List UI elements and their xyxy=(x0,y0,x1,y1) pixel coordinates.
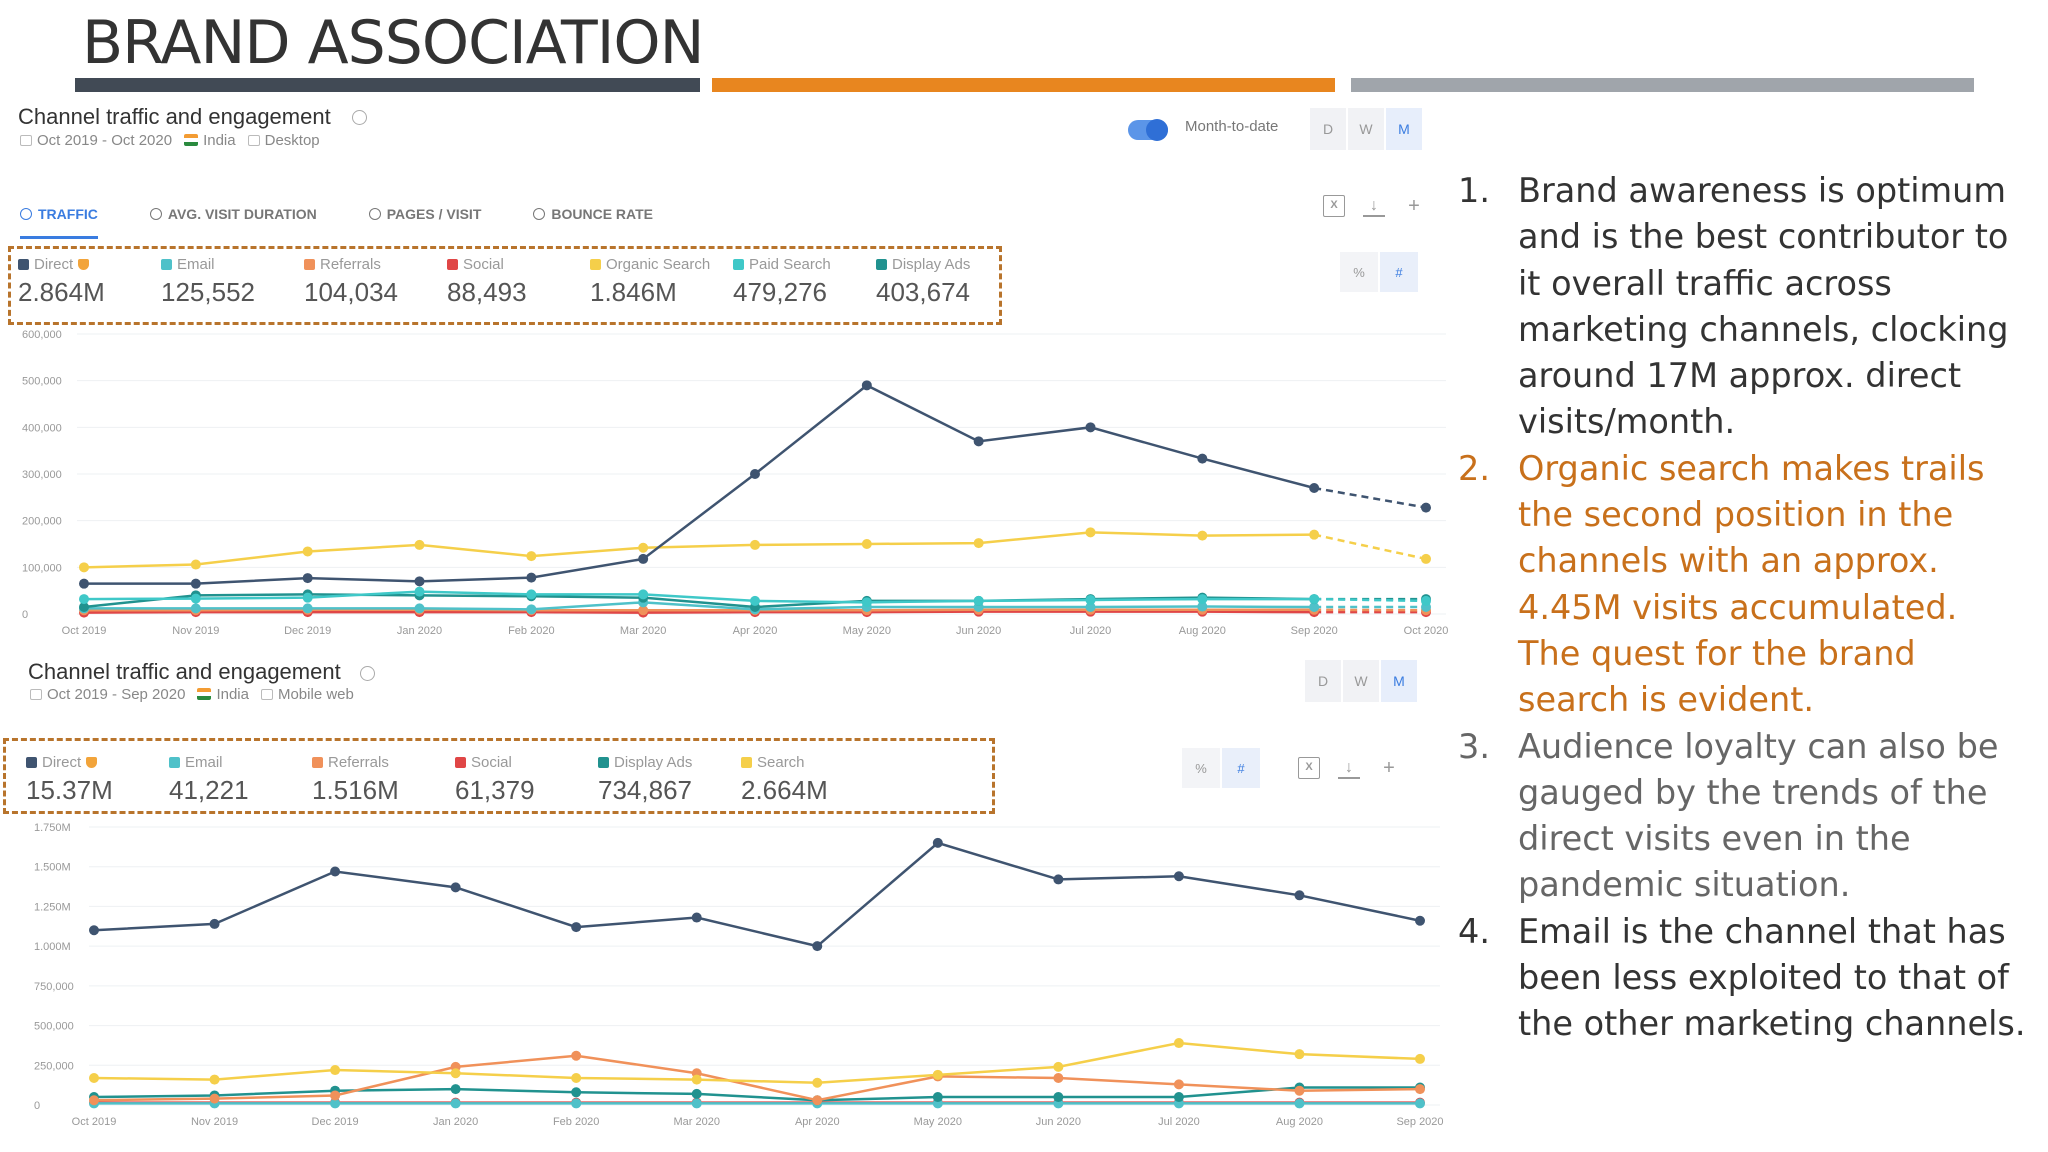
data-point[interactable] xyxy=(692,1089,702,1099)
data-point[interactable] xyxy=(451,1068,461,1078)
insight-item xyxy=(1458,724,2028,909)
data-point[interactable] xyxy=(210,1075,220,1085)
data-point[interactable] xyxy=(191,594,201,604)
data-point[interactable] xyxy=(571,922,581,932)
y-tick-label: 300,000 xyxy=(22,469,62,481)
checkbox-icon[interactable] xyxy=(304,259,315,270)
data-point[interactable] xyxy=(1174,1079,1184,1089)
panel2-toolbar xyxy=(1298,757,1400,779)
series-line-display-ads xyxy=(94,1088,1420,1101)
data-point[interactable] xyxy=(692,1075,702,1085)
data-point[interactable] xyxy=(692,1098,702,1108)
data-point[interactable] xyxy=(303,593,313,603)
data-point[interactable] xyxy=(1086,527,1096,537)
x-tick-label: Feb 2020 xyxy=(552,1116,600,1128)
metric-label xyxy=(169,754,249,771)
traffic-icon xyxy=(20,208,32,220)
metric-social[interactable] xyxy=(455,754,535,806)
metric-label xyxy=(733,256,831,273)
panel2-view-mode xyxy=(1182,748,1260,788)
data-point[interactable] xyxy=(750,540,760,550)
data-point[interactable] xyxy=(812,1095,822,1105)
tab-pages-visit-label: PAGES / VISIT xyxy=(386,206,482,222)
insight-item xyxy=(1458,446,2028,724)
metric-email[interactable] xyxy=(161,256,255,308)
data-point[interactable] xyxy=(1415,1098,1425,1108)
data-point[interactable] xyxy=(303,573,313,583)
data-point[interactable] xyxy=(210,1094,220,1104)
data-point[interactable] xyxy=(451,882,461,892)
checkbox-icon[interactable] xyxy=(169,757,180,768)
metric-value: 41,221 xyxy=(169,775,249,805)
panel1-device: Desktop xyxy=(264,132,320,149)
x-tick-label: Jul 2020 xyxy=(1158,1116,1200,1128)
y-tick-label: 100,000 xyxy=(22,562,62,575)
checkbox-icon[interactable] xyxy=(447,259,458,270)
mobile-icon xyxy=(261,689,273,700)
series-line-social xyxy=(84,612,1314,613)
x-tick-label: Jan 2020 xyxy=(396,625,443,637)
data-point[interactable] xyxy=(638,589,648,599)
metric-label xyxy=(26,754,113,771)
data-point[interactable] xyxy=(1197,594,1207,604)
x-tick-label: Sep 2020 xyxy=(1396,1116,1444,1128)
bounce-icon xyxy=(533,208,545,220)
y-tick-label: 0 xyxy=(34,1100,41,1112)
data-point[interactable] xyxy=(1053,874,1063,884)
data-point[interactable] xyxy=(1309,594,1319,604)
metric-label xyxy=(455,754,535,771)
metric-label xyxy=(447,256,527,273)
data-point[interactable] xyxy=(1174,1038,1184,1048)
panel1-view-mode xyxy=(1340,252,1418,292)
metric-label xyxy=(161,256,255,273)
month-to-date-toggle[interactable] xyxy=(1128,120,1168,140)
metric-label xyxy=(876,256,970,273)
data-point[interactable] xyxy=(1309,530,1319,540)
checkbox-icon[interactable] xyxy=(733,259,744,270)
insight-number: 1. xyxy=(1458,171,1490,210)
granularity-m-button[interactable]: M xyxy=(1386,108,1422,150)
data-point[interactable] xyxy=(79,579,89,589)
data-point[interactable] xyxy=(571,1073,581,1083)
metric-label xyxy=(741,754,828,771)
data-point[interactable] xyxy=(1053,1092,1063,1102)
granularity-d-button[interactable]: D xyxy=(1310,108,1346,150)
data-point[interactable] xyxy=(526,551,536,561)
metric-label-text: Email xyxy=(177,256,215,273)
data-point[interactable] xyxy=(974,538,984,548)
x-tick-label: Apr 2020 xyxy=(794,1116,840,1128)
x-tick-label: Mar 2020 xyxy=(673,1116,720,1128)
data-point[interactable] xyxy=(1415,1084,1425,1094)
x-tick-label: Jun 2020 xyxy=(1035,1116,1081,1128)
view-number-button[interactable]: # xyxy=(1380,252,1418,292)
panel2-device: Mobile web xyxy=(277,686,354,703)
data-point[interactable] xyxy=(692,913,702,923)
tab-avg-visit-duration[interactable] xyxy=(150,196,317,239)
data-point[interactable] xyxy=(451,1098,461,1108)
data-point[interactable] xyxy=(1053,1062,1063,1072)
metric-label xyxy=(312,754,399,771)
x-tick-label: Mar 2020 xyxy=(619,625,667,637)
metric-label-text: Search xyxy=(757,754,805,771)
data-point[interactable] xyxy=(1309,483,1319,493)
data-point[interactable] xyxy=(526,573,536,583)
data-point[interactable] xyxy=(191,603,201,613)
x-tick-label: Jun 2020 xyxy=(956,625,1002,637)
trophy-icon xyxy=(86,757,97,768)
x-tick-label: Dec 2019 xyxy=(284,625,332,637)
data-point[interactable] xyxy=(812,941,822,951)
data-point[interactable] xyxy=(1053,1073,1063,1083)
data-point[interactable] xyxy=(330,1090,340,1100)
y-tick-label: 500,000 xyxy=(34,1020,74,1033)
panel1-date-range: Oct 2019 - Oct 2020 xyxy=(37,132,173,149)
insight-text: Audience loyalty can also be gauged by the trends of the direct visits even in the pandemic situation. xyxy=(1518,726,1999,905)
data-point[interactable] xyxy=(1415,916,1425,926)
panel1-country: India xyxy=(203,132,236,149)
checkbox-icon[interactable] xyxy=(26,757,37,768)
add-icon[interactable]: + xyxy=(1408,195,1420,217)
metric-label-text: Display Ads xyxy=(614,754,693,771)
y-tick-label: 600,000 xyxy=(22,329,62,341)
data-point[interactable] xyxy=(415,576,425,586)
data-point[interactable] xyxy=(571,1098,581,1108)
checkbox-icon[interactable] xyxy=(312,757,323,768)
checkbox-icon[interactable] xyxy=(590,259,601,270)
data-point[interactable] xyxy=(933,1070,943,1080)
panel1-title: Channel traffic and engagement xyxy=(18,104,331,129)
tab-avg-visit-duration-label: AVG. VISIT DURATION xyxy=(167,206,317,222)
y-tick-label: 0 xyxy=(22,609,29,621)
data-point[interactable] xyxy=(79,594,89,604)
data-point[interactable] xyxy=(1174,871,1184,881)
insight-number: 3. xyxy=(1458,726,1490,766)
data-point[interactable] xyxy=(415,540,425,550)
excel-export-icon[interactable]: X xyxy=(1323,195,1345,217)
metric-value: 1.846M xyxy=(590,277,677,307)
data-point[interactable] xyxy=(1197,531,1207,541)
series-line-organic-search xyxy=(84,532,1314,567)
panel2-country: India xyxy=(216,686,249,703)
data-point[interactable] xyxy=(415,603,425,613)
data-point[interactable] xyxy=(526,589,536,599)
data-point[interactable] xyxy=(415,587,425,597)
y-tick-label: 1.750M xyxy=(34,822,71,834)
info-icon[interactable] xyxy=(352,110,367,125)
y-tick-label: 250,000 xyxy=(34,1060,74,1073)
insight-number: 4. xyxy=(1458,911,1490,951)
x-tick-label: Oct 2020 xyxy=(1403,625,1449,637)
x-tick-label: Oct 2019 xyxy=(71,1116,117,1128)
series-line-direct xyxy=(84,385,1314,583)
data-point[interactable] xyxy=(812,1078,822,1088)
data-point[interactable] xyxy=(303,603,313,613)
data-point[interactable] xyxy=(638,554,648,564)
granularity-m-button[interactable]: M xyxy=(1381,660,1417,702)
x-tick-label: Jan 2020 xyxy=(433,1116,479,1128)
metric-direct[interactable] xyxy=(18,256,105,308)
metric-label-text: Paid Search xyxy=(749,256,831,273)
checkbox-icon[interactable] xyxy=(18,259,29,270)
granularity-d-button[interactable]: D xyxy=(1305,660,1341,702)
insight-number: 2. xyxy=(1458,448,1490,488)
data-point[interactable] xyxy=(571,1051,581,1061)
metric-value: 403,674 xyxy=(876,277,970,307)
metric-label xyxy=(304,256,398,273)
x-tick-label: Nov 2019 xyxy=(190,1116,239,1128)
metric-direct[interactable] xyxy=(26,754,113,806)
data-point[interactable] xyxy=(303,546,313,556)
metric-label-text: Social xyxy=(471,754,512,771)
data-point[interactable] xyxy=(451,1084,461,1094)
checkbox-icon[interactable] xyxy=(598,757,609,768)
data-point[interactable] xyxy=(571,1087,581,1097)
data-point[interactable] xyxy=(1415,1054,1425,1064)
data-point[interactable] xyxy=(933,1092,943,1102)
trophy-icon xyxy=(78,259,89,270)
view-number-button[interactable]: # xyxy=(1222,748,1260,788)
panel1-granularity xyxy=(1310,108,1422,150)
month-to-date-label: Month-to-date xyxy=(1185,118,1279,135)
insight-item xyxy=(1458,168,2028,446)
metric-paid-search[interactable] xyxy=(733,256,831,308)
view-percent-button[interactable]: % xyxy=(1182,748,1220,788)
data-point[interactable] xyxy=(862,380,872,390)
excel-export-icon[interactable]: X xyxy=(1298,757,1320,779)
metric-label-text: Referrals xyxy=(320,256,381,273)
data-point[interactable] xyxy=(526,604,536,614)
data-point[interactable] xyxy=(330,866,340,876)
data-point[interactable] xyxy=(1421,554,1431,564)
metric-value: 125,552 xyxy=(161,277,255,307)
metric-value: 479,276 xyxy=(733,277,827,307)
data-point[interactable] xyxy=(79,562,89,572)
insight-text: Brand awareness is optimum and is the best contributor to it overall traffic across marketing channels, clocking around 17M approx. direct visits/month. xyxy=(1518,171,2009,442)
panel1-tabs xyxy=(20,196,705,239)
data-point[interactable] xyxy=(974,436,984,446)
insight-item xyxy=(1458,909,2028,1048)
x-tick-label: Apr 2020 xyxy=(732,625,778,637)
data-point[interactable] xyxy=(89,925,99,935)
series-projection-direct xyxy=(1314,488,1426,508)
metric-referrals[interactable] xyxy=(312,754,399,806)
metric-label xyxy=(598,754,692,771)
x-tick-label: Aug 2020 xyxy=(1275,1116,1324,1128)
x-tick-label: Sep 2020 xyxy=(1290,625,1338,637)
metric-value: 1.516M xyxy=(312,775,399,805)
metric-display-ads[interactable] xyxy=(876,256,970,308)
metric-value: 2.864M xyxy=(18,277,105,307)
data-point[interactable] xyxy=(1294,890,1304,900)
data-point[interactable] xyxy=(330,1065,340,1075)
x-tick-label: Aug 2020 xyxy=(1178,625,1226,637)
metric-label-text: Social xyxy=(463,256,504,273)
data-point[interactable] xyxy=(1086,595,1096,605)
y-tick-label: 200,000 xyxy=(22,515,62,528)
metric-referrals[interactable] xyxy=(304,256,398,308)
india-flag-icon xyxy=(184,134,198,146)
calendar-icon xyxy=(30,689,42,700)
panel1-subtitle xyxy=(20,132,320,149)
checkbox-icon[interactable] xyxy=(161,259,172,270)
y-tick-label: 400,000 xyxy=(22,422,62,435)
y-tick-label: 500,000 xyxy=(22,375,62,388)
data-point[interactable] xyxy=(1421,503,1431,513)
title-accent-bar-orange xyxy=(712,78,1335,92)
series-line-direct xyxy=(94,843,1420,946)
data-point[interactable] xyxy=(1421,596,1431,606)
x-tick-label: Nov 2019 xyxy=(172,625,220,637)
data-point[interactable] xyxy=(862,597,872,607)
x-tick-label: Feb 2020 xyxy=(508,625,555,637)
panel2-title: Channel traffic and engagement xyxy=(28,659,341,684)
checkbox-icon[interactable] xyxy=(455,757,466,768)
data-point[interactable] xyxy=(1294,1098,1304,1108)
desktop-icon xyxy=(248,135,260,146)
panel2-traffic-chart xyxy=(0,815,1450,1145)
data-point[interactable] xyxy=(1174,1092,1184,1102)
data-point[interactable] xyxy=(862,539,872,549)
data-point[interactable] xyxy=(750,469,760,479)
metric-organic-search[interactable] xyxy=(590,256,710,308)
data-point[interactable] xyxy=(89,1073,99,1083)
info-icon[interactable] xyxy=(360,666,375,681)
panel1-traffic-chart xyxy=(0,325,1450,645)
title-accent-bar-dark xyxy=(75,78,700,92)
panel2-date-range: Oct 2019 - Sep 2020 xyxy=(47,686,186,703)
data-point[interactable] xyxy=(191,560,201,570)
insight-list xyxy=(1458,168,2028,1048)
data-point[interactable] xyxy=(210,919,220,929)
data-point[interactable] xyxy=(191,579,201,589)
india-flag-icon xyxy=(197,688,211,700)
panel2-subtitle xyxy=(30,686,354,703)
y-tick-label: 1.000M xyxy=(34,941,71,954)
x-tick-label: Jul 2020 xyxy=(1069,625,1112,637)
data-point[interactable] xyxy=(974,596,984,606)
checkbox-icon[interactable] xyxy=(741,757,752,768)
metric-email[interactable] xyxy=(169,754,249,806)
data-point[interactable] xyxy=(89,1095,99,1105)
metric-value: 61,379 xyxy=(455,775,535,805)
metric-value: 104,034 xyxy=(304,277,398,307)
series-projection-paid-search xyxy=(1314,599,1426,601)
series-line-paid-search xyxy=(84,592,1314,603)
x-tick-label: May 2020 xyxy=(913,1116,962,1128)
tab-pages-visit[interactable] xyxy=(369,196,482,239)
panel2-granularity xyxy=(1305,660,1417,702)
metric-value: 2.664M xyxy=(741,775,828,805)
tab-traffic[interactable] xyxy=(20,196,98,239)
metric-display-ads[interactable] xyxy=(598,754,692,806)
data-point[interactable] xyxy=(1294,1086,1304,1096)
tab-traffic-label: TRAFFIC xyxy=(38,206,98,222)
metric-value: 88,493 xyxy=(447,277,527,307)
data-point[interactable] xyxy=(1197,454,1207,464)
calendar-icon xyxy=(20,135,32,146)
metric-social[interactable] xyxy=(447,256,527,308)
granularity-w-button[interactable]: W xyxy=(1348,108,1384,150)
metric-label-text: Direct xyxy=(34,256,74,273)
y-tick-label: 750,000 xyxy=(34,980,74,993)
metric-label-text: Display Ads xyxy=(892,256,971,273)
metric-label-text: Referrals xyxy=(328,754,389,771)
panel1-toolbar xyxy=(1323,195,1425,217)
x-tick-label: Dec 2019 xyxy=(311,1116,359,1128)
download-icon[interactable]: ↓ xyxy=(1338,757,1360,779)
metric-label xyxy=(590,256,710,273)
metric-label xyxy=(18,256,105,273)
data-point[interactable] xyxy=(933,838,943,848)
metric-label-text: Direct xyxy=(42,754,82,771)
x-tick-label: May 2020 xyxy=(842,625,891,637)
data-point[interactable] xyxy=(1086,422,1096,432)
series-line-search xyxy=(94,1043,1420,1083)
download-icon[interactable]: ↓ xyxy=(1363,195,1385,217)
slide-title: BRAND ASSOCIATION xyxy=(82,8,704,78)
checkbox-icon[interactable] xyxy=(876,259,887,270)
metric-label-text: Organic Search xyxy=(606,256,711,273)
tab-bounce-rate[interactable] xyxy=(533,196,653,239)
metric-search[interactable] xyxy=(741,754,828,806)
x-tick-label: Oct 2019 xyxy=(61,625,107,637)
title-accent-bar-gray xyxy=(1351,78,1974,92)
insight-text: Email is the channel that has been less exploited to that of the other marketing channels. xyxy=(1518,911,2026,1044)
metric-value: 734,867 xyxy=(598,775,692,805)
metric-label-text: Email xyxy=(185,754,223,771)
view-percent-button[interactable]: % xyxy=(1340,252,1378,292)
metric-value: 15.37M xyxy=(26,775,113,805)
add-icon[interactable]: + xyxy=(1383,757,1395,779)
clock-icon xyxy=(150,208,162,220)
y-tick-label: 1.500M xyxy=(34,861,71,874)
data-point[interactable] xyxy=(750,596,760,606)
pages-icon xyxy=(369,208,381,220)
granularity-w-button[interactable]: W xyxy=(1343,660,1379,702)
y-tick-label: 1.250M xyxy=(34,901,71,914)
series-projection-organic-search xyxy=(1314,535,1426,559)
tab-bounce-rate-label: BOUNCE RATE xyxy=(551,206,654,222)
insight-text: Organic search makes trails the second position in the channels with an approx. 4.45M visits accumulated. The quest for the brand search is evident. xyxy=(1518,448,1985,720)
data-point[interactable] xyxy=(638,543,648,553)
data-point[interactable] xyxy=(1294,1049,1304,1059)
